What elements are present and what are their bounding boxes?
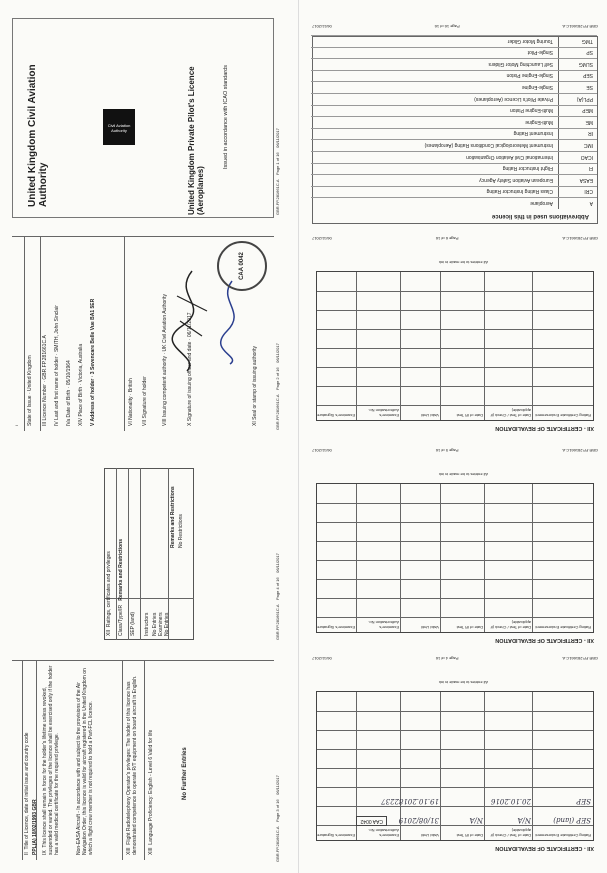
revalidation-cell: 2237 (381, 797, 399, 805)
abbrev-row (311, 139, 597, 151)
cover-subtitle: United Kingdom Private Pilot's Licence (Aeroplanes) (187, 66, 205, 215)
revalidation-col-header: Rating Certificate Endorsement (535, 833, 591, 838)
misc-title-licence: II Title of Licence, date of initial issue and country code (24, 732, 30, 855)
abbrev-meaning: Multi-Engine (525, 118, 553, 125)
revalidation-table (316, 483, 594, 633)
abbrev-row (311, 81, 597, 93)
abbrev-row (311, 93, 597, 105)
abbrev-code: ICAO (580, 153, 593, 160)
abbrev-meaning: Flight Instructor Rating (502, 165, 553, 172)
abbrev-code: IMC (583, 142, 593, 148)
abbrev-row (311, 163, 597, 175)
abbrev-code: SEP (582, 72, 593, 79)
revalidation-page (312, 668, 598, 853)
revalidation-col-header: Date of Test / Check (if applicable) (490, 408, 531, 418)
caa-stamp: CAA 0042 (217, 241, 267, 291)
details-row-address: V Address of holder · 3 Sevencare Belle Vue BA1 5ER (90, 298, 96, 426)
revalidation-col-header: Date of IR Test (456, 833, 483, 838)
instructors-line-3: No Entries (164, 612, 170, 636)
details-numbers: I (14, 424, 19, 426)
revalidation-col-header: Date of IR Test (456, 625, 483, 630)
ratings-col1: Class/Type/IR (118, 604, 124, 636)
revalidation-col-header: Examiner's Authorisation No. (368, 408, 399, 418)
revalidation-col-header: Rating Certificate Endorsement (535, 625, 591, 630)
abbrev-code: FI (588, 165, 593, 172)
abbrev-code: EASA (579, 176, 593, 183)
revalidation-cell: N/A (469, 816, 483, 824)
abbrev-meaning: International Civil Aviation Organisation (466, 153, 553, 160)
abbrev-code: CRI (584, 188, 593, 195)
details-row-seal: XI Seal or stamp of issuing authority (252, 345, 258, 426)
abbrev-row (311, 116, 597, 128)
abbrev-row (311, 70, 597, 82)
misc-language: XIII Language Proficiency: English - Level 6 Valid for life (148, 729, 154, 855)
revalidation-cell: 19.10.2018 (398, 797, 439, 805)
revalidation-col-header: Valid Until (421, 625, 439, 630)
abbrev-code: TMG (581, 37, 593, 44)
abbrev-code: IR (588, 130, 593, 137)
abbrev-code: ME (585, 118, 593, 125)
abbrev-meaning: Single-Pilot (527, 49, 553, 56)
revalidation-col-header: Valid Until (421, 833, 439, 838)
details-row-licence: III Licence Number · GBR.FP.281661C.A (42, 335, 48, 426)
fold-line (298, 0, 299, 873)
revalidation-footer: GBR.FP.281661C.A Page 4 of 16 06/11/2017 (312, 656, 598, 661)
abbrev-meaning: Instrument Meteorological Conditions Rating (Aeroplanes) (424, 142, 553, 148)
abbrev-meaning: Instrument Rating (513, 130, 553, 137)
revalidation-heading: XII - CERTIFICATE OF REVALIDATION (495, 637, 594, 643)
abbrev-row (311, 105, 597, 117)
abbrev-meaning: Private Pilot's Licence (Aeroplanes) (474, 95, 553, 102)
details-row-authority: VIII Issuing competent authority · UK Civil Aviation Authority (162, 294, 168, 426)
cover-title: United Kingdom Civil Aviation Authority (27, 64, 49, 207)
details-panel (12, 236, 274, 431)
revalidation-cell: SEP (576, 797, 591, 805)
revalidation-col-header: Examiner's Authorisation No. (368, 620, 399, 630)
abbrev-meaning: Self Launching Motor Gliders (488, 60, 553, 67)
cover-footer: GBR.FP.281661C.A Page 1 of 16 06/11/2017 (275, 128, 280, 215)
ink-note: All entries to be made in ink (438, 260, 488, 265)
revalidation-heading: XII - CERTIFICATE OF REVALIDATION (495, 845, 594, 851)
ratings-col2: Remarks and Restrictions (118, 539, 124, 601)
details-row-nationality: VI Nationality · British (128, 378, 134, 426)
revalidation-col-header: Date of IR Test (456, 413, 483, 418)
ink-note: All entries to be made in ink (438, 472, 488, 477)
revalidation-footer: GBR.FP.281661C.A Page 6 of 16 06/11/2017 (312, 236, 598, 241)
ratings-heading: XII Ratings, certificates and privileges (106, 551, 112, 636)
abbrev-row (311, 47, 597, 59)
misc-title-value: PPL(A) 18/02/1993 GBR (32, 799, 38, 855)
revalidation-col-header: Date of Test / Check (if applicable) (490, 828, 531, 838)
abbrev-code: MEP (582, 107, 593, 114)
revalidation-page (312, 248, 598, 433)
details-row-dob: IVa Date of Birth · 05/10/1964 (66, 360, 72, 426)
abbrev-row (311, 128, 597, 140)
revalidation-cell: 20.10.2016 (490, 797, 531, 805)
abbrev-code: SLMG (578, 60, 593, 67)
revalidation-cell: 31/08/2019 (398, 816, 439, 824)
revalidation-footer: GBR.FP.281661C.A Page 5 of 16 06/11/2017 (312, 448, 598, 453)
revalidation-col-header: Valid Until (421, 413, 439, 418)
revalidation-col-header: Date of Test / Check (if applicable) (490, 620, 531, 630)
revalidation-col-header: Examiner's Authorisation No. (368, 828, 399, 838)
revalidation-col-header: Examiner's Signature (317, 833, 355, 838)
revalidation-cell: SEP (land) (553, 816, 591, 824)
cover-panel (12, 18, 274, 218)
details-row-state: State of Issue · United Kingdom (27, 355, 33, 426)
abbrev-row (311, 58, 597, 70)
abbrev-footer: GBR.FP.281661C.A Page 16 of 16 06/11/2017 (312, 24, 598, 29)
abbrev-meaning: Touring Motor Glider (507, 37, 553, 44)
revalidation-cell: N/A (517, 816, 531, 824)
revalidation-col-header: Examiner's Signature (317, 413, 355, 418)
ink-note: All entries to be made in ink (438, 680, 488, 685)
details-row-name: IV Last and first name of holder · SMITH, John Sinclair (54, 305, 60, 426)
ratings-footer: GBR.FP.281661C.A Page 4 of 16 06/11/2017 (275, 553, 280, 640)
details-row-officer: X Signature of issuing officer and date · 06/11/2017 (187, 312, 193, 426)
abbrev-code: SE (586, 84, 593, 90)
abbrev-meaning: European Aviation Safety Agency (479, 176, 553, 183)
abbrev-row (311, 174, 597, 186)
caa-stamp: CAA 0042 (356, 816, 387, 826)
abbrev-code: A (589, 200, 593, 206)
misc-footer: GBR.FP.281661C.A Page 3 of 16 06/11/2017 (275, 775, 280, 862)
details-row-pob: XIV Place of Birth · Victoria, Australia (78, 343, 84, 426)
abbrev-row (311, 35, 597, 47)
instructors-line-1: No Entries (152, 612, 158, 636)
abbrev-row (311, 197, 597, 209)
instructors-line-2: Examiners (158, 612, 164, 636)
abbrev-meaning: Class Rating Instructor Rating (486, 188, 553, 195)
ratings-row-sep: SEP (land) (130, 611, 136, 636)
abbrev-row (311, 151, 597, 163)
misc-non-easa: Non-EASA Aircraft - In accordance with and subject to the provisions of the Air Navigation Order, this licence is valid for aircraft registered in the United Kingdom on which a flight crew member is not required to hold a Part-FCL licence. (76, 668, 94, 855)
misc-panel (12, 660, 274, 860)
revalidation-table (316, 691, 594, 841)
abbrev-heading: Abbreviations used in this licence (491, 213, 589, 219)
rr-value: No Restrictions (178, 514, 184, 548)
details-footer: GBR.FP.281661C.A Page 2 of 16 06/11/2017 (275, 343, 280, 430)
abbrev-meaning: Single-Engine (521, 84, 553, 90)
caa-logo: Civil Aviation Authority (103, 109, 135, 145)
abbrev-row (311, 186, 597, 198)
misc-validity: IX This licence shall remain in force for the holder's lifetime unless revoked, suspended or varied. The privileges of the licence shall be exercised only if the holder has a valid medical certificate for the required privilege. (42, 665, 60, 855)
abbrev-code: SP (586, 49, 593, 56)
revalidation-page (312, 460, 598, 645)
abbrev-panel (312, 36, 598, 224)
rr-title: Remarks and Restrictions (170, 486, 176, 548)
abbrev-meaning: Multi-Engine Piston (509, 107, 553, 114)
revalidation-col-header: Examiner's Signature (317, 625, 355, 630)
abbrev-meaning: Aeroplane (530, 200, 553, 206)
revalidation-heading: XII - CERTIFICATE OF REVALIDATION (495, 425, 594, 431)
ratings-panel (12, 448, 274, 638)
details-row-signature: VII Signature of holder (142, 376, 148, 426)
revalidation-col-header: Rating Certificate Endorsement (535, 413, 591, 418)
icao-note: Issued in accordance with ICAO standards (223, 65, 229, 169)
abbrev-meaning: Single-Engine Piston (506, 72, 553, 79)
revalidation-table (316, 271, 594, 421)
no-further-entries: No Further Entries (182, 747, 188, 800)
abbrev-code: PPL(A) (576, 95, 593, 102)
misc-frto: XIII Flight Radiotelephony Operator's privileges: The holder of this licence has demonstrated competence to operate R/T equipment on board aircraft in English. (126, 675, 138, 855)
instructors-title: Instructors (144, 612, 150, 636)
